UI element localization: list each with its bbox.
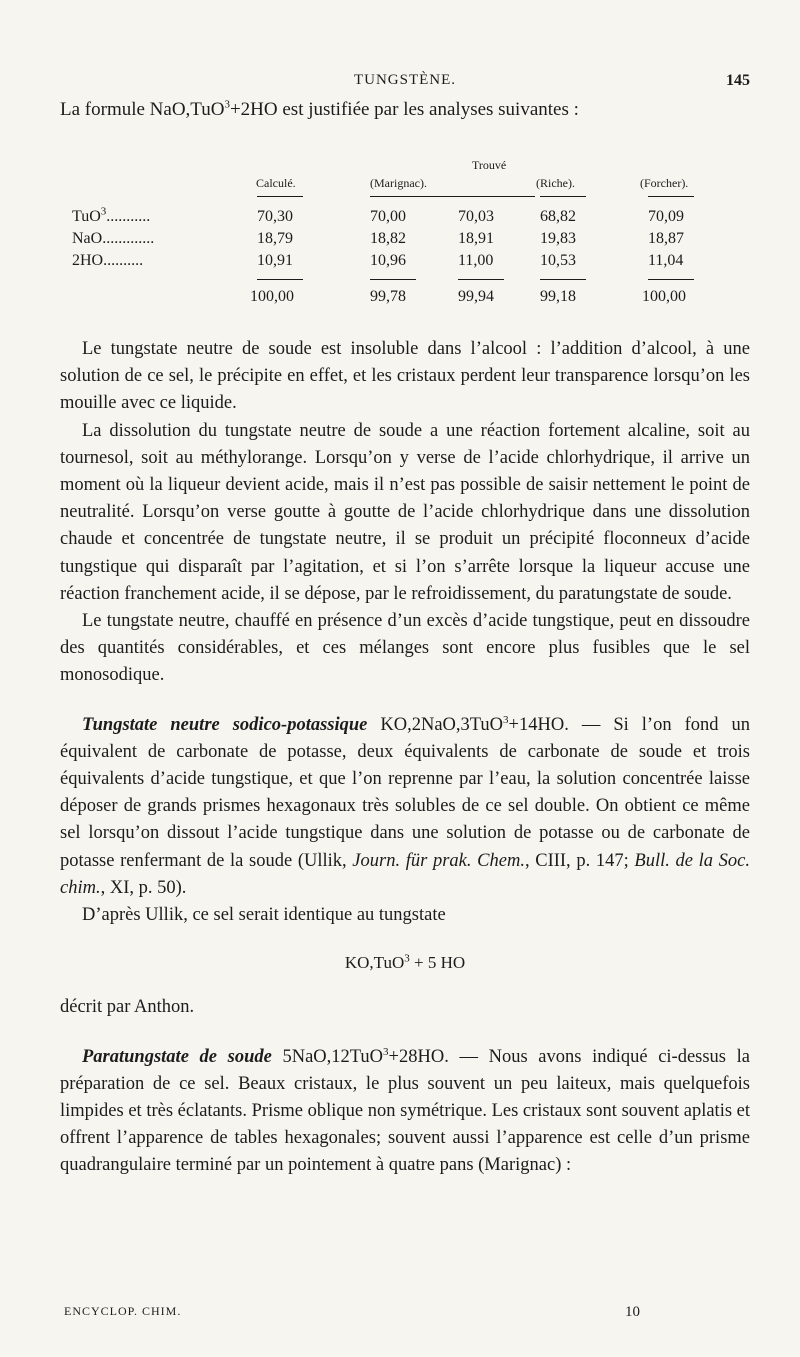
section-title: Paratungstate de soude — [82, 1046, 272, 1067]
header-rule — [257, 196, 303, 197]
col-header-calcule: Calculé. — [256, 176, 296, 190]
paragraph: Paratungstate de soude 5NaO,12TuO$^3$+28HO. — Nous avons indiqué ci-dessus la préparation de ce sel. Beaux cristaux, le plus souvent un peu laiteux, mais quelquefois limpides et très éclatants. Prisme oblique non symétrique. Les cristaux sont souvent aplatis et offrent l’apparence de tables hexagonales; souvent aussi l’apparence est celle d’un prisme quadrangulaire terminé par un pointement à quatre pans (Marignac) : — [60, 1045, 751, 1176]
reference: Bull. de la Soc. chim. — [60, 850, 750, 898]
row-label: TuO$^3$........... — [72, 205, 151, 225]
table-cell: 70,00 — [370, 208, 406, 225]
sum-rule — [648, 279, 694, 280]
page-footer — [60, 1304, 750, 1324]
col-header-marignac: (Marignac). — [370, 176, 427, 190]
total-cell: 99,78 — [370, 288, 406, 305]
section-title: Tungstate neutre sodico-potassique — [82, 714, 368, 735]
analysis-table — [60, 158, 750, 318]
intro-sup: 3 — [224, 98, 230, 111]
paragraph: Tungstate neutre sodico-potassique KO,2NaO,3TuO$^3$+14HO. — Si l’on fond un équivalent de carbonate de potasse, deux équivalents de carbonate de soude et trois équivalents d’acide tungstique, et que l’on reprenne par l’eau, la solution concentrée laisse déposer de grands prismes hexagonaux très solubles de ce sel double. On obtient ce même sel lorsqu’on dissout l’acide tungstique dans une solution de potasse ou de carbonate de potasse renfermant de la soude (Ullik, Journ. für prak. Chem., CIII, p. 147; Bull. de la Soc. chim., XI, p. 50). — [60, 713, 750, 898]
col-header-forcher: (Forcher). — [640, 176, 689, 190]
intro-text: La formule NaO,TuO — [60, 99, 225, 120]
table-cell: 18,82 — [370, 230, 406, 247]
header-rule — [648, 196, 694, 197]
paragraph: Le tungstate neutre, chauffé en présence d’un excès d’acide tungstique, peut en dissoudre des quantités considérables, et ces mélanges sont encore plus fusibles que le sel monosodique. — [60, 611, 750, 686]
table-cell: 18,79 — [257, 230, 293, 247]
table-cell: 10,53 — [540, 252, 576, 269]
total-cell: 100,00 — [250, 288, 294, 305]
paragraph: D’après Ullik, ce sel serait identique au tungstate — [82, 905, 446, 926]
table-cell: 68,82 — [540, 208, 576, 225]
table-cell: 11,04 — [648, 252, 684, 269]
body-text — [60, 336, 750, 1180]
total-cell: 99,18 — [540, 288, 576, 305]
table-cell: 10,91 — [257, 252, 293, 269]
table-cell: 70,03 — [458, 208, 494, 225]
table-cell: 18,91 — [458, 230, 494, 247]
trouve-header: Trouvé — [472, 158, 507, 172]
table-cell: 70,09 — [648, 208, 684, 225]
signature-number: 10 — [625, 1304, 640, 1320]
reference: Journ. für prak. Chem. — [352, 850, 525, 871]
row-label: NaO............. — [72, 230, 155, 247]
table-cell: 18,87 — [648, 230, 684, 247]
header-rule — [370, 196, 535, 197]
total-cell: 100,00 — [642, 288, 686, 305]
table-cell: 70,30 — [257, 208, 293, 225]
paragraph: Le tungstate neutre de soude est insoluble dans l’alcool : l’addition d’alcool, à une solution de ce sel, le précipite en effet, et les cristaux perdent leur transparence lorsqu’on les mouille avec ce liquide. — [60, 339, 750, 414]
page-header — [60, 72, 750, 96]
sum-rule — [370, 279, 416, 280]
paragraph: La dissolution du tungstate neutre de soude a une réaction fortement alcaline, soit au tournesol, soit au méthylorange. Lorsqu’on y verse de l’acide chlorhydrique, il arrive un moment où la liqueur devient acide, mais il n’est pas possible de saisir nettement le point de neutralité. Lorsqu’on verse goutte à goutte de l’acide chlorhydrique dans une dissolution chaude et concentrée de tungstate neutre, il se produit un précipité floconneux d’acide tungstique qui disparaît par l’agitation, et si l’on s’arrête lorsque la liqueur accuse une réaction franchement acide, il se dépose, par le refroidissement, du paratungstate de soude. — [60, 420, 750, 604]
sum-rule — [257, 279, 303, 280]
footer-signature: ENCYCLOP. CHIM. — [64, 1304, 182, 1318]
table-cell: 10,96 — [370, 252, 406, 269]
total-cell: 99,94 — [458, 288, 494, 305]
sum-rule — [458, 279, 504, 280]
table-cell: 19,83 — [540, 230, 576, 247]
running-title: TUNGSTÈNE. — [353, 72, 457, 88]
row-label: 2HO.......... — [72, 252, 144, 269]
header-rule — [540, 196, 586, 197]
sum-rule — [540, 279, 586, 280]
table-cell: 11,00 — [458, 252, 494, 269]
intro-text-end: +2HO est justifiée par les analyses suivantes : — [229, 99, 579, 120]
centered-formula: KO,TuO$^3$ + 5 HO — [344, 952, 466, 973]
page-number: 145 — [726, 72, 750, 89]
col-header-riche: (Riche). — [536, 176, 575, 190]
paragraph: décrit par Anthon. — [60, 997, 195, 1018]
intro-line — [60, 96, 750, 124]
